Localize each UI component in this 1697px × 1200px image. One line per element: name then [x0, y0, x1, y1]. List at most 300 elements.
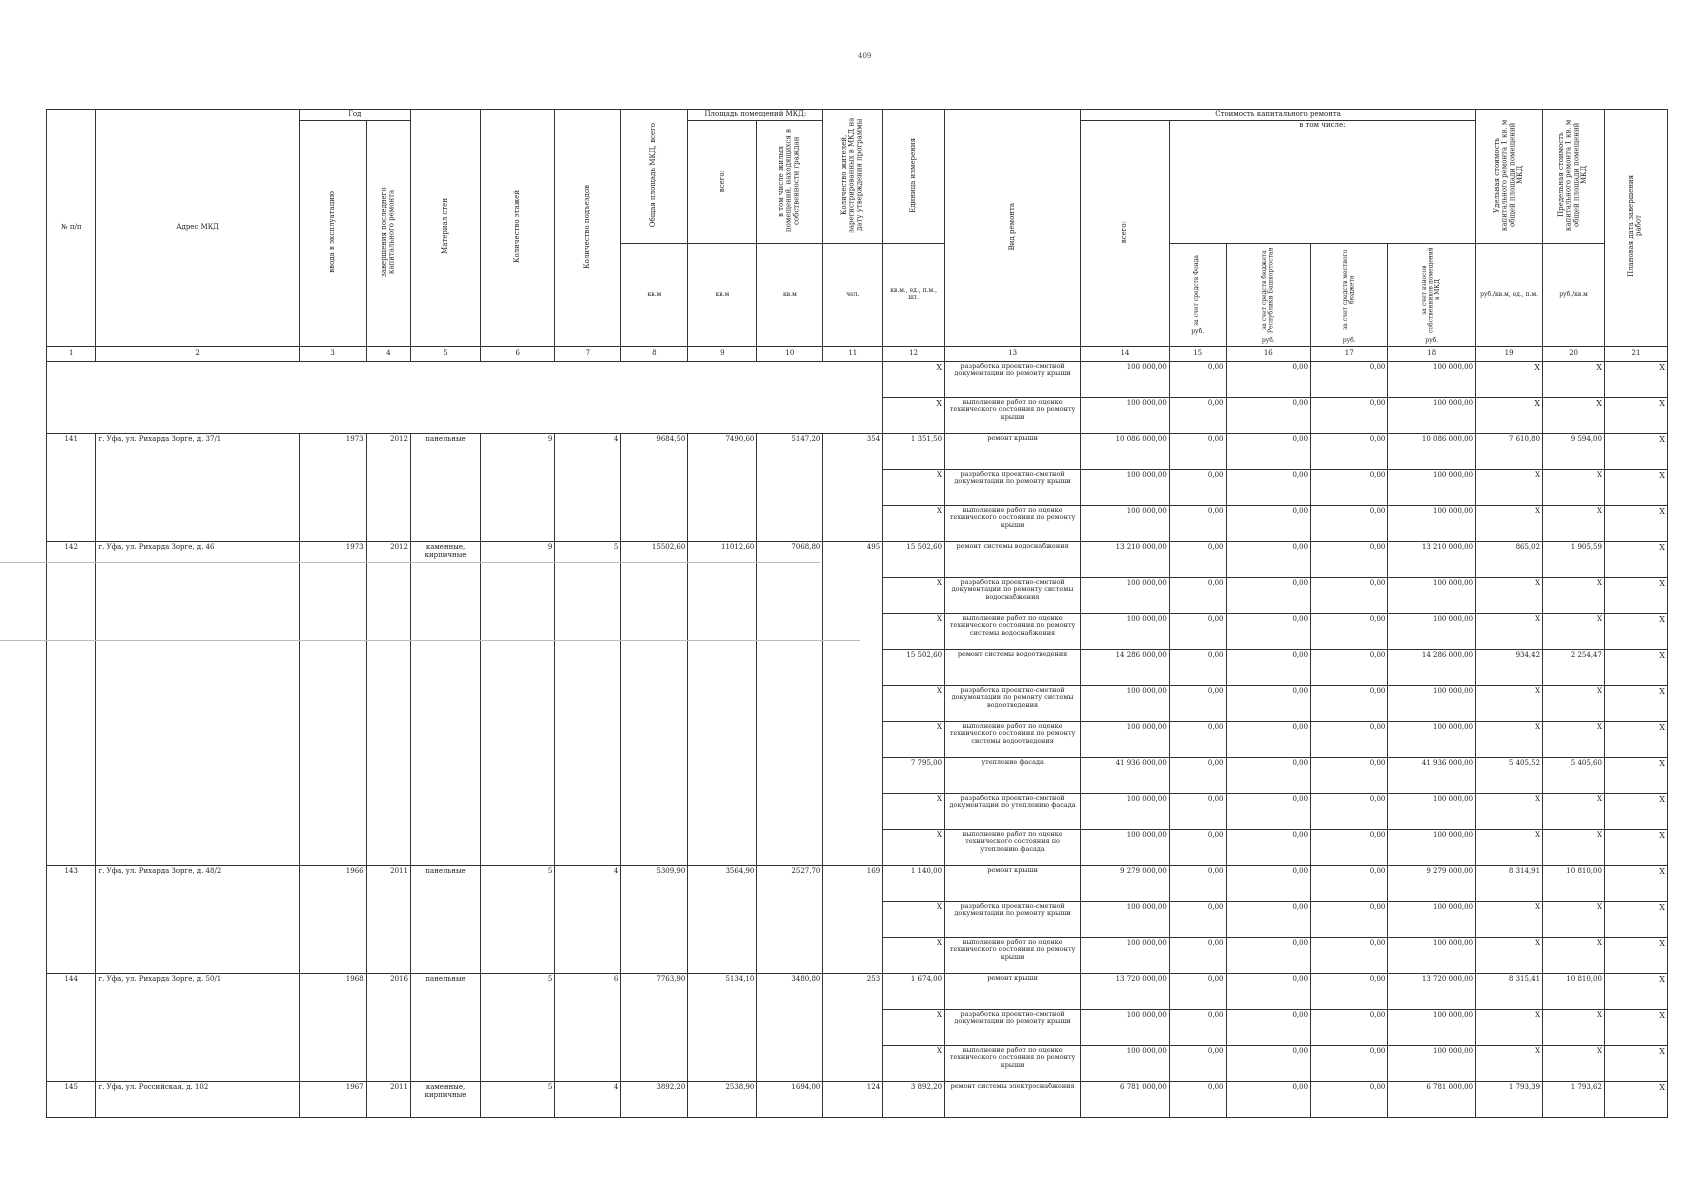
header-num: № п/п [47, 110, 96, 347]
header-area-residents: в том числе жилых помещений, находящихся в собственности граждан [757, 120, 823, 244]
header-entrances: Количество подъездов [555, 110, 621, 347]
measure-qty: X [883, 829, 945, 865]
cost-owners: 14 286 000,00 [1388, 649, 1476, 685]
col-number: 2 [96, 346, 299, 361]
table-row [47, 541, 1668, 577]
cost-total: 100 000,00 [1081, 613, 1170, 649]
plan-date: X [1604, 973, 1667, 1009]
wall-material: каменные, кирпичные [410, 541, 480, 865]
cost-total: 9 279 000,00 [1081, 865, 1170, 901]
cost-total: 100 000,00 [1081, 361, 1170, 397]
plan-date: X [1604, 757, 1667, 793]
table-row [47, 361, 1668, 397]
work-type: выполнение работ по оценке технического состояния по ремонту крыши [945, 937, 1081, 973]
cost-fund: 0,00 [1169, 973, 1226, 1009]
wall-material: панельные [410, 433, 480, 541]
col-number: 17 [1311, 346, 1388, 361]
limit-cost: X [1543, 577, 1605, 613]
area-residents: 3480,80 [757, 973, 823, 1081]
limit-cost: 1 793,62 [1543, 1081, 1605, 1117]
measure-qty: X [883, 901, 945, 937]
unit-cost: 7 610,80 [1476, 433, 1543, 469]
limit-cost: X [1543, 613, 1605, 649]
table-row [47, 433, 1668, 469]
cost-fund: 0,00 [1169, 1009, 1226, 1045]
floors: 5 [481, 865, 555, 973]
header-area-group: Площадь помещений МКД: [688, 110, 823, 121]
work-type: разработка проектно-сметной документации по утеплению фасада [945, 793, 1081, 829]
measure-qty: 1 351,50 [883, 433, 945, 469]
column-numbers-row [47, 346, 1668, 361]
total-area: 7763,90 [621, 973, 688, 1081]
cost-local: 0,00 [1311, 1009, 1388, 1045]
cost-local: 0,00 [1311, 865, 1388, 901]
cost-republic: 0,00 [1226, 649, 1311, 685]
cost-republic: 0,00 [1226, 469, 1311, 505]
cost-owners: 100 000,00 [1388, 361, 1476, 397]
col-number: 6 [481, 346, 555, 361]
unit-11: чел. [823, 244, 883, 346]
work-type: выполнение работ по оценке технического состояния по ремонту крыши [945, 1045, 1081, 1081]
cost-fund: 0,00 [1169, 901, 1226, 937]
unit-cost: X [1476, 721, 1543, 757]
unit-cost: X [1476, 937, 1543, 973]
wall-material: панельные [410, 865, 480, 973]
measure-qty: 1 674,00 [883, 973, 945, 1009]
unit-cost: 865,02 [1476, 541, 1543, 577]
cost-owners: 100 000,00 [1388, 937, 1476, 973]
year-commission: 1968 [299, 973, 366, 1081]
capital-repair-table [46, 109, 1668, 1118]
plan-date: X [1604, 397, 1667, 433]
cost-total: 10 086 000,00 [1081, 433, 1170, 469]
limit-cost: X [1543, 793, 1605, 829]
cost-local: 0,00 [1311, 541, 1388, 577]
limit-cost: X [1543, 1045, 1605, 1081]
cost-local: 0,00 [1311, 649, 1388, 685]
col-number: 21 [1604, 346, 1667, 361]
col-number: 19 [1476, 346, 1543, 361]
limit-cost: X [1543, 685, 1605, 721]
unit-cost: X [1476, 577, 1543, 613]
measure-qty: X [883, 793, 945, 829]
measure-qty: 1 140,00 [883, 865, 945, 901]
col-number: 4 [366, 346, 410, 361]
header-limit-cost: Предельная стоимость капитального ремонта 1 кв. м общей площади помещений МКД [1543, 110, 1605, 244]
plan-date: X [1604, 1009, 1667, 1045]
measure-qty: X [883, 1009, 945, 1045]
floors: 9 [481, 541, 555, 865]
header-unit-cost: Удельная стоимость капитального ремонта 1 кв. м общей площади помещений МКД [1476, 110, 1543, 244]
cost-local: 0,00 [1311, 721, 1388, 757]
col-number: 3 [299, 346, 366, 361]
cost-fund: 0,00 [1169, 865, 1226, 901]
measure-qty: X [883, 721, 945, 757]
area-residents: 7068,80 [757, 541, 823, 865]
cost-owners: 100 000,00 [1388, 829, 1476, 865]
plan-date: X [1604, 613, 1667, 649]
cost-local: 0,00 [1311, 397, 1388, 433]
cost-owners: 100 000,00 [1388, 397, 1476, 433]
measure-qty: X [883, 361, 945, 397]
header-cost-total: всего: [1081, 120, 1170, 346]
cost-total: 100 000,00 [1081, 1045, 1170, 1081]
cost-local: 0,00 [1311, 361, 1388, 397]
cost-fund: 0,00 [1169, 541, 1226, 577]
header-year-commission: ввода в эксплуатацию [299, 120, 366, 346]
entrances: 5 [555, 541, 621, 865]
cost-fund: 0,00 [1169, 505, 1226, 541]
col-number: 18 [1388, 346, 1476, 361]
col-number: 9 [688, 346, 757, 361]
wall-material: каменные, кирпичные [410, 1081, 480, 1117]
cost-fund: 0,00 [1169, 1081, 1226, 1117]
cost-total: 100 000,00 [1081, 901, 1170, 937]
table-row [47, 865, 1668, 901]
unit-cost: 8 314,91 [1476, 865, 1543, 901]
floors: 5 [481, 973, 555, 1081]
cost-republic: 0,00 [1226, 1081, 1311, 1117]
plan-date: X [1604, 577, 1667, 613]
plan-date: X [1604, 361, 1667, 397]
cost-local: 0,00 [1311, 685, 1388, 721]
header-cost-owners: за счет взносов собственников помещений в МКД руб. [1388, 244, 1476, 346]
cost-owners: 100 000,00 [1388, 469, 1476, 505]
cost-total: 100 000,00 [1081, 469, 1170, 505]
unit-cost: 934,42 [1476, 649, 1543, 685]
cost-fund: 0,00 [1169, 433, 1226, 469]
work-type: ремонт системы водоснабжения [945, 541, 1081, 577]
plan-date: X [1604, 469, 1667, 505]
year-last-repair: 2012 [366, 433, 410, 541]
table-row [47, 973, 1668, 1009]
cost-total: 41 936 000,00 [1081, 757, 1170, 793]
cost-fund: 0,00 [1169, 649, 1226, 685]
cost-republic: 0,00 [1226, 541, 1311, 577]
limit-cost: 9 594,00 [1543, 433, 1605, 469]
limit-cost: 2 254,47 [1543, 649, 1605, 685]
cost-owners: 41 936 000,00 [1388, 757, 1476, 793]
work-type: разработка проектно-сметной документации по ремонту крыши [945, 469, 1081, 505]
plan-date: X [1604, 901, 1667, 937]
col-number: 13 [945, 346, 1081, 361]
work-type: выполнение работ по оценке технического состояния по ремонту крыши [945, 505, 1081, 541]
limit-cost: 10 810,00 [1543, 973, 1605, 1009]
total-area: 9684,50 [621, 433, 688, 541]
cost-local: 0,00 [1311, 757, 1388, 793]
cost-republic: 0,00 [1226, 973, 1311, 1009]
total-area: 5309,90 [621, 865, 688, 973]
header-cost-republic: за счет средств бюджета Республики Башкортостан руб. [1226, 244, 1311, 346]
area-total: 2538,90 [688, 1081, 757, 1117]
cost-fund: 0,00 [1169, 397, 1226, 433]
cost-total: 100 000,00 [1081, 829, 1170, 865]
header-address: Адрес МКД [96, 110, 299, 347]
unit-cost: X [1476, 1045, 1543, 1081]
row-number: 142 [47, 541, 96, 865]
cost-total: 100 000,00 [1081, 721, 1170, 757]
cost-owners: 9 279 000,00 [1388, 865, 1476, 901]
cost-fund: 0,00 [1169, 1045, 1226, 1081]
plan-date: X [1604, 937, 1667, 973]
col-number: 1 [47, 346, 96, 361]
unit-20: руб./кв.м [1543, 244, 1605, 346]
area-residents: 5147,20 [757, 433, 823, 541]
cost-owners: 100 000,00 [1388, 685, 1476, 721]
plan-date: X [1604, 865, 1667, 901]
cost-republic: 0,00 [1226, 613, 1311, 649]
cost-total: 100 000,00 [1081, 937, 1170, 973]
header-residents: Количество жителей, зарегистрированных в МКД на дату утверждения программы [823, 110, 883, 244]
cost-total: 100 000,00 [1081, 685, 1170, 721]
col-number: 16 [1226, 346, 1311, 361]
cost-republic: 0,00 [1226, 433, 1311, 469]
work-type: выполнение работ по оценке технического состояния по утеплению фасада [945, 829, 1081, 865]
work-type: ремонт системы водоотведения [945, 649, 1081, 685]
unit-cost: X [1476, 613, 1543, 649]
entrances: 4 [555, 865, 621, 973]
cost-fund: 0,00 [1169, 685, 1226, 721]
row-number: 144 [47, 973, 96, 1081]
work-type: разработка проектно-сметной документации по ремонту крыши [945, 1009, 1081, 1045]
cost-fund: 0,00 [1169, 721, 1226, 757]
header-floors: Количество этажей [481, 110, 555, 347]
cost-total: 13 720 000,00 [1081, 973, 1170, 1009]
work-type: разработка проектно-сметной документации по ремонту системы водоснабжения [945, 577, 1081, 613]
table-body [47, 361, 1668, 1117]
measure-qty: X [883, 577, 945, 613]
year-last-repair: 2012 [366, 541, 410, 865]
cost-owners: 13 720 000,00 [1388, 973, 1476, 1009]
plan-date: X [1604, 829, 1667, 865]
page-number: 409 [858, 52, 872, 60]
address: г. Уфа, ул. Рихарда Зорге, д. 46 [96, 541, 299, 865]
cost-fund: 0,00 [1169, 469, 1226, 505]
cost-total: 100 000,00 [1081, 577, 1170, 613]
table-header [47, 110, 1668, 362]
cost-fund: 0,00 [1169, 577, 1226, 613]
header-work-type: Вид ремонта [945, 110, 1081, 347]
cost-fund: 0,00 [1169, 613, 1226, 649]
col-number: 15 [1169, 346, 1226, 361]
continuation-cell [47, 361, 883, 433]
area-total: 3564,90 [688, 865, 757, 973]
cost-republic: 0,00 [1226, 1009, 1311, 1045]
unit-cost: X [1476, 505, 1543, 541]
work-type: разработка проектно-сметной документации по ремонту крыши [945, 901, 1081, 937]
unit-cost: X [1476, 397, 1543, 433]
work-type: ремонт системы электроснабжения [945, 1081, 1081, 1117]
total-area: 15502,60 [621, 541, 688, 865]
measure-qty: 15 502,60 [883, 649, 945, 685]
cost-owners: 100 000,00 [1388, 613, 1476, 649]
cost-total: 100 000,00 [1081, 1009, 1170, 1045]
cost-fund: 0,00 [1169, 361, 1226, 397]
cost-total: 6 781 000,00 [1081, 1081, 1170, 1117]
cost-local: 0,00 [1311, 973, 1388, 1009]
cost-local: 0,00 [1311, 613, 1388, 649]
unit-cost: X [1476, 361, 1543, 397]
measure-qty: X [883, 505, 945, 541]
cost-republic: 0,00 [1226, 937, 1311, 973]
limit-cost: X [1543, 829, 1605, 865]
cost-total: 100 000,00 [1081, 505, 1170, 541]
plan-date: X [1604, 793, 1667, 829]
col-number: 20 [1543, 346, 1605, 361]
row-number: 145 [47, 1081, 96, 1117]
cost-owners: 100 000,00 [1388, 1045, 1476, 1081]
cost-fund: 0,00 [1169, 937, 1226, 973]
header-cost-local: за счет средств местного бюджета руб. [1311, 244, 1388, 346]
header-cost-fund: за счет средств Фонда руб. [1169, 244, 1226, 346]
work-type: разработка проектно-сметной документации по ремонту крыши [945, 361, 1081, 397]
unit-10: кв.м [757, 244, 823, 346]
plan-date: X [1604, 505, 1667, 541]
row-number: 141 [47, 433, 96, 541]
unit-19: руб./кв.м, ед., п.м. [1476, 244, 1543, 346]
col-number: 14 [1081, 346, 1170, 361]
limit-cost: X [1543, 937, 1605, 973]
col-number: 12 [883, 346, 945, 361]
area-total: 5134,10 [688, 973, 757, 1081]
year-last-repair: 2011 [366, 865, 410, 973]
limit-cost: 5 405,60 [1543, 757, 1605, 793]
entrances: 6 [555, 973, 621, 1081]
cost-owners: 100 000,00 [1388, 577, 1476, 613]
cost-republic: 0,00 [1226, 865, 1311, 901]
header-year-last-repair: завершения последнего капитального ремонта [366, 120, 410, 346]
year-commission: 1967 [299, 1081, 366, 1117]
cost-owners: 100 000,00 [1388, 1009, 1476, 1045]
cost-local: 0,00 [1311, 901, 1388, 937]
address: г. Уфа, ул. Рихарда Зорге, д. 37/1 [96, 433, 299, 541]
area-total: 11012,60 [688, 541, 757, 865]
unit-cost: X [1476, 829, 1543, 865]
cost-owners: 10 086 000,00 [1388, 433, 1476, 469]
limit-cost: X [1543, 1009, 1605, 1045]
unit-cost: X [1476, 1009, 1543, 1045]
col-number: 10 [757, 346, 823, 361]
wall-material: панельные [410, 973, 480, 1081]
header-total-area: Общая площадь МКД, всего [621, 110, 688, 244]
limit-cost: X [1543, 469, 1605, 505]
year-commission: 1966 [299, 865, 366, 973]
header-plan-date: Плановая дата завершения работ [1604, 110, 1667, 347]
measure-qty: 7 795,00 [883, 757, 945, 793]
cost-republic: 0,00 [1226, 721, 1311, 757]
row-number: 143 [47, 865, 96, 973]
unit-cost: X [1476, 793, 1543, 829]
limit-cost: X [1543, 901, 1605, 937]
cost-republic: 0,00 [1226, 1045, 1311, 1081]
cost-republic: 0,00 [1226, 829, 1311, 865]
col-number: 7 [555, 346, 621, 361]
cost-local: 0,00 [1311, 829, 1388, 865]
unit-cost: X [1476, 901, 1543, 937]
cost-owners: 100 000,00 [1388, 721, 1476, 757]
cost-republic: 0,00 [1226, 577, 1311, 613]
unit-8: кв.м [621, 244, 688, 346]
plan-date: X [1604, 541, 1667, 577]
cost-local: 0,00 [1311, 433, 1388, 469]
header-measure-unit: Единица измерения [883, 110, 945, 244]
year-last-repair: 2011 [366, 1081, 410, 1117]
residents: 495 [823, 541, 883, 865]
address: г. Уфа, ул. Российская, д. 102 [96, 1081, 299, 1117]
cost-owners: 6 781 000,00 [1388, 1081, 1476, 1117]
year-commission: 1973 [299, 433, 366, 541]
cost-fund: 0,00 [1169, 793, 1226, 829]
unit-9: кв.м [688, 244, 757, 346]
cost-fund: 0,00 [1169, 829, 1226, 865]
cost-owners: 100 000,00 [1388, 505, 1476, 541]
unit-cost: 5 405,52 [1476, 757, 1543, 793]
cost-owners: 100 000,00 [1388, 793, 1476, 829]
year-commission: 1973 [299, 541, 366, 865]
cost-total: 100 000,00 [1081, 397, 1170, 433]
header-year-group: Год [299, 110, 410, 121]
residents: 169 [823, 865, 883, 973]
plan-date: X [1604, 649, 1667, 685]
cost-owners: 100 000,00 [1388, 901, 1476, 937]
floors: 9 [481, 433, 555, 541]
work-type: разработка проектно-сметной документации по ремонту системы водоотведения [945, 685, 1081, 721]
work-type: утепление фасада [945, 757, 1081, 793]
cost-local: 0,00 [1311, 1081, 1388, 1117]
total-area: 3892,20 [621, 1081, 688, 1117]
measure-qty: X [883, 613, 945, 649]
residents: 124 [823, 1081, 883, 1117]
cost-local: 0,00 [1311, 937, 1388, 973]
limit-cost: X [1543, 505, 1605, 541]
cost-total: 14 286 000,00 [1081, 649, 1170, 685]
work-type: ремонт крыши [945, 973, 1081, 1009]
measure-qty: X [883, 397, 945, 433]
limit-cost: X [1543, 361, 1605, 397]
measure-qty: X [883, 469, 945, 505]
work-type: ремонт крыши [945, 865, 1081, 901]
cost-local: 0,00 [1311, 793, 1388, 829]
cost-republic: 0,00 [1226, 757, 1311, 793]
work-type: выполнение работ по оценке технического состояния по ремонту крыши [945, 397, 1081, 433]
header-cost-group: Стоимость капитального ремонта [1081, 110, 1476, 121]
col-number: 5 [410, 346, 480, 361]
unit-cost: 8 315,41 [1476, 973, 1543, 1009]
limit-cost: X [1543, 397, 1605, 433]
work-type: ремонт крыши [945, 433, 1081, 469]
cost-local: 0,00 [1311, 469, 1388, 505]
plan-date: X [1604, 721, 1667, 757]
work-type: выполнение работ по оценке технического состояния по ремонту системы водоснабжения [945, 613, 1081, 649]
cost-owners: 13 210 000,00 [1388, 541, 1476, 577]
limit-cost: X [1543, 721, 1605, 757]
plan-date: X [1604, 685, 1667, 721]
cost-total: 13 210 000,00 [1081, 541, 1170, 577]
area-total: 7490,60 [688, 433, 757, 541]
cost-republic: 0,00 [1226, 397, 1311, 433]
unit-12: кв.м., ед., п.м., шт. [883, 244, 945, 346]
header-wall-material: Материал стен [410, 110, 480, 347]
area-residents: 2527,70 [757, 865, 823, 973]
measure-qty: 15 502,60 [883, 541, 945, 577]
cost-republic: 0,00 [1226, 901, 1311, 937]
measure-qty: X [883, 685, 945, 721]
floors: 5 [481, 1081, 555, 1117]
cost-republic: 0,00 [1226, 793, 1311, 829]
col-number: 8 [621, 346, 688, 361]
cost-total: 100 000,00 [1081, 793, 1170, 829]
cost-local: 0,00 [1311, 577, 1388, 613]
